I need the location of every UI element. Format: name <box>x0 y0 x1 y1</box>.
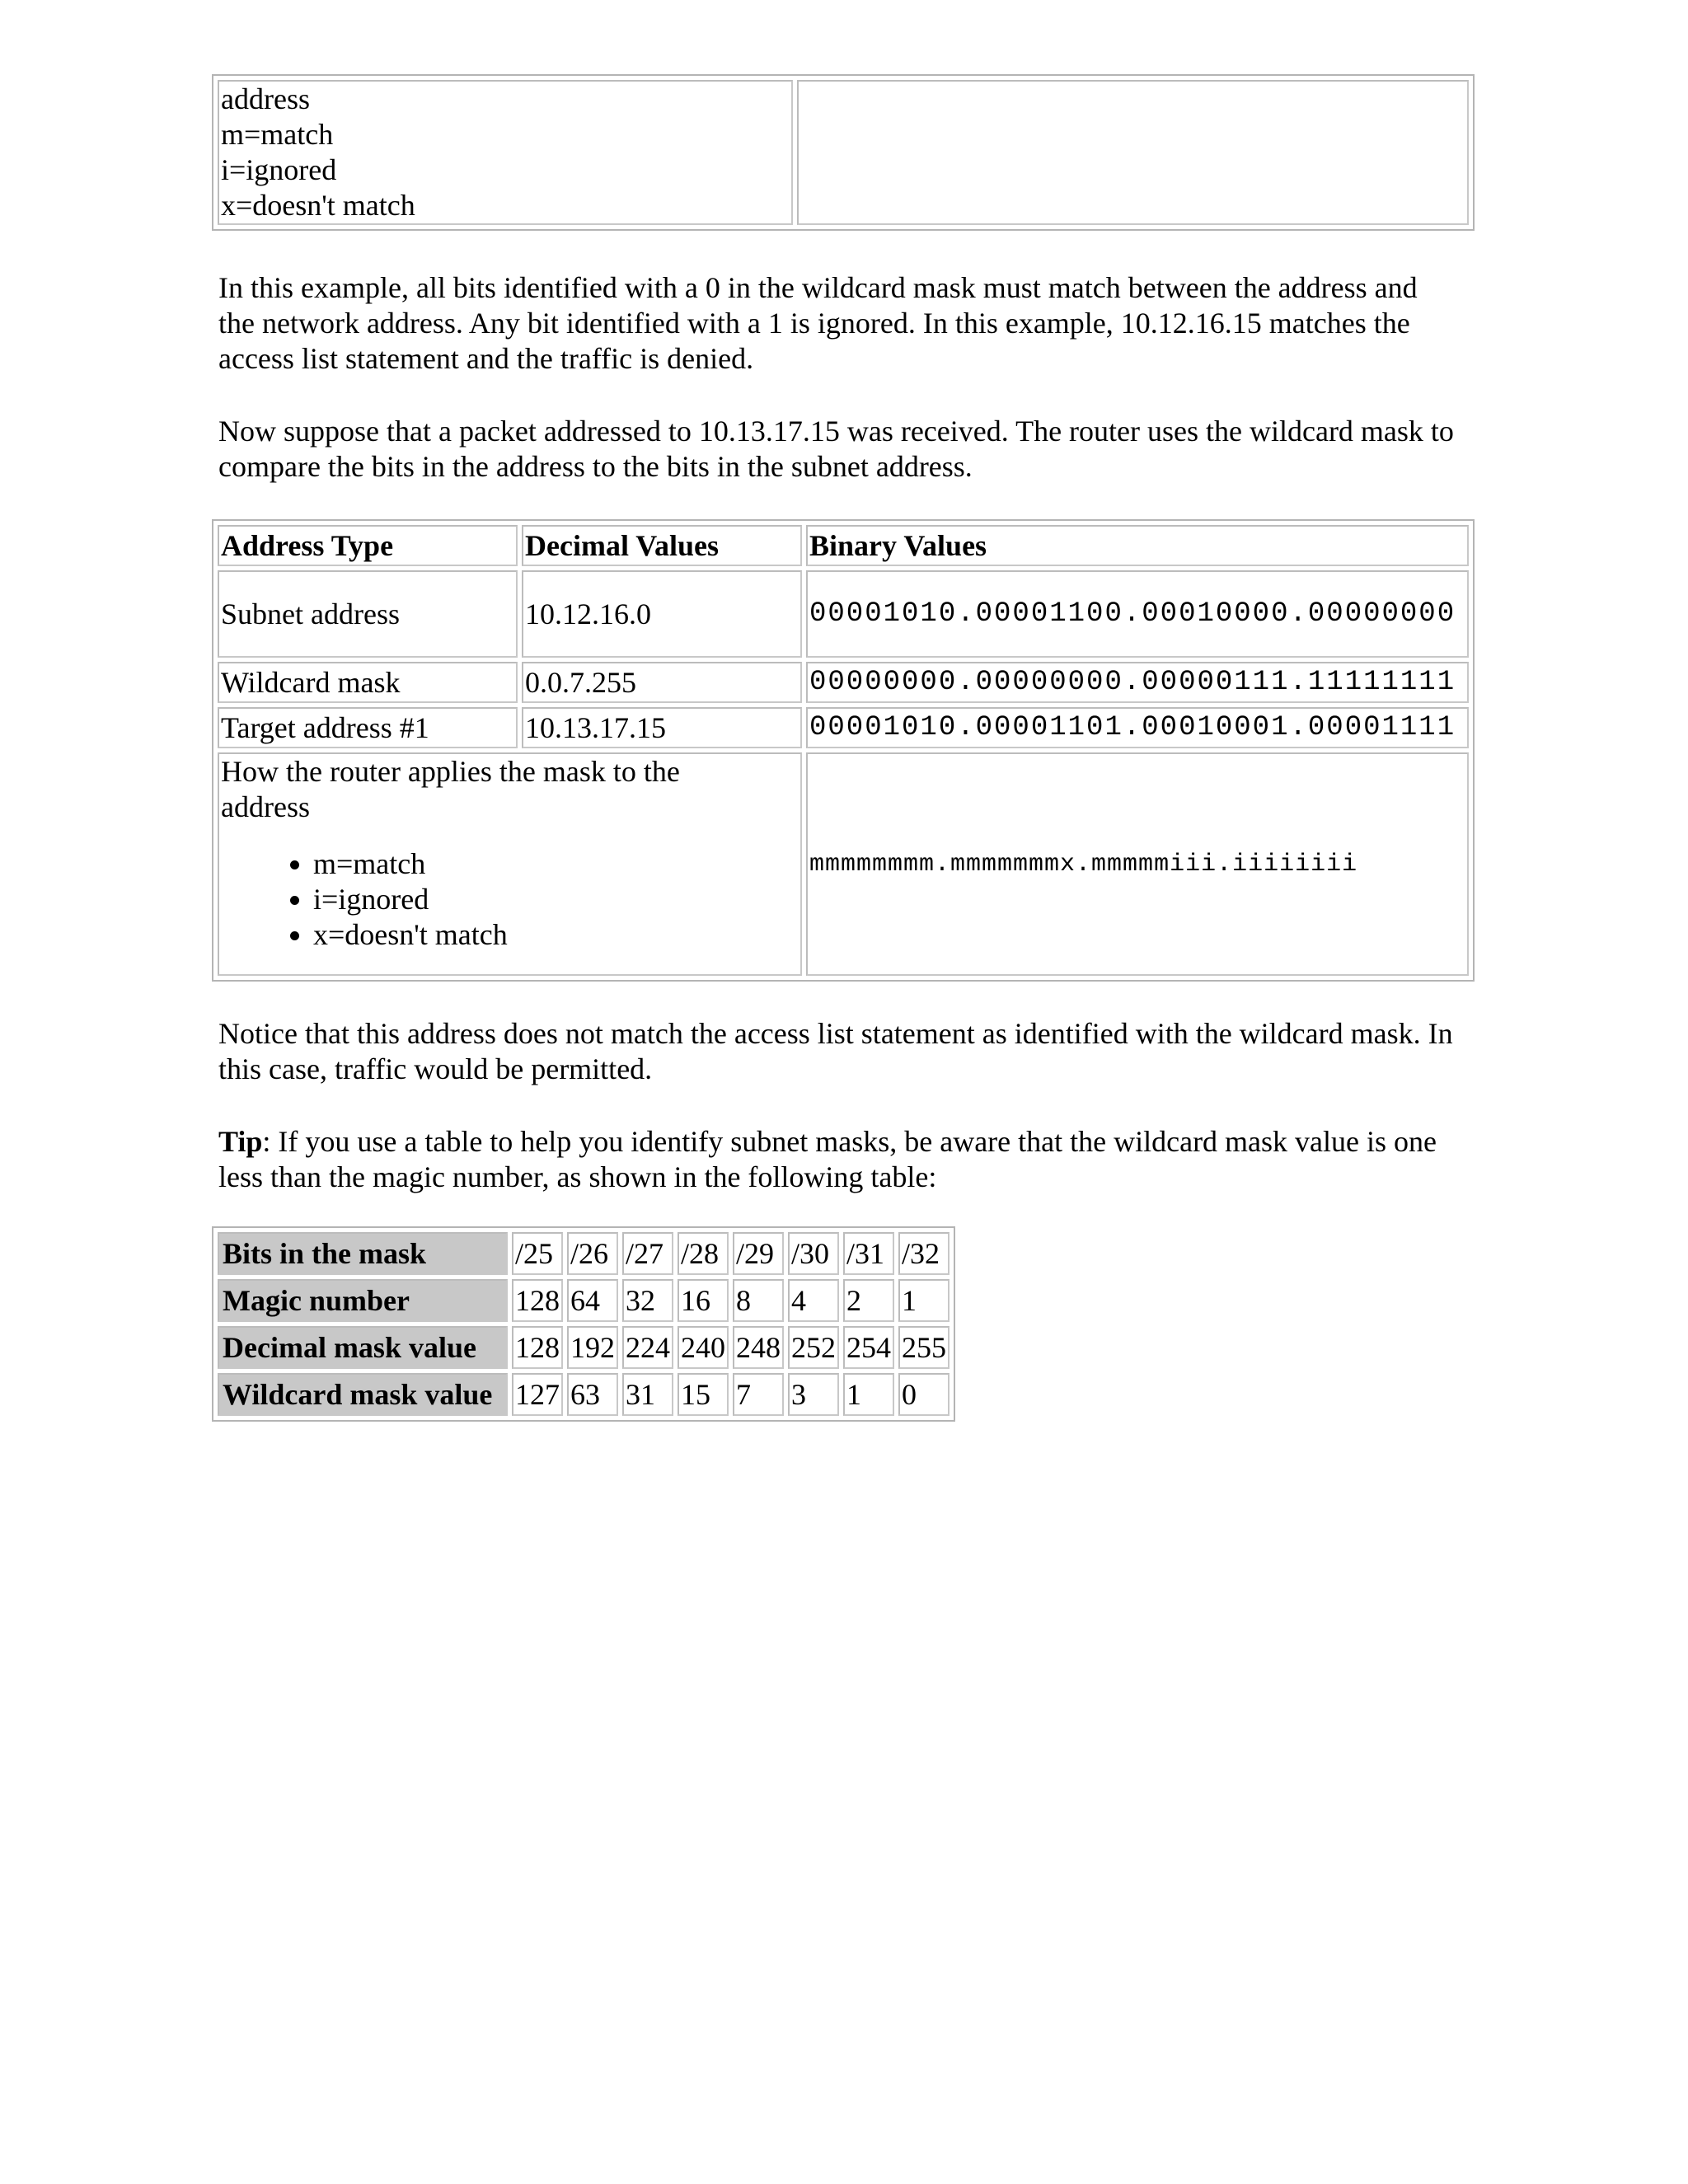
legend-line: x=doesn't match <box>221 189 415 222</box>
tip-text: : If you use a table to help you identify subnet masks, be aware that the wildcard mask value is one less than the magic number, as shown in the following table: <box>218 1125 1437 1193</box>
cell: 255 <box>898 1326 950 1369</box>
row-label: Decimal mask value <box>218 1326 508 1369</box>
row-type: Subnet address <box>218 570 518 658</box>
legend-line: i=ignored <box>221 153 337 186</box>
paragraph-packet: Now suppose that a packet addressed to 10.13.17.15 was received. The router uses the wildcard mask to compare the bits in the address to the bits in the subnet address. <box>218 415 1454 483</box>
row-binary: 00001010.00001101.00010001.00001111 <box>806 707 1469 748</box>
row-label: Magic number <box>218 1279 508 1322</box>
header-address-type: Address Type <box>218 525 518 566</box>
row-binary: 00000000.00000000.00000111.11111111 <box>806 662 1469 703</box>
row-decimal: 10.12.16.0 <box>522 570 802 658</box>
address-table <box>212 519 1475 982</box>
header-binary-values: Binary Values <box>806 525 1469 566</box>
paragraph-tip <box>212 1124 1455 1195</box>
cell: /31 <box>843 1232 894 1275</box>
cell: 254 <box>843 1326 894 1369</box>
legend-line: m=match <box>221 118 334 151</box>
cell: 127 <box>512 1373 563 1416</box>
row-decimal: 10.13.17.15 <box>522 707 802 748</box>
result-cell: mmmmmmmm.mmmmmmmx.mmmmmiii.iiiiiiii <box>806 752 1469 976</box>
table-row <box>218 1232 950 1275</box>
cell: 8 <box>733 1279 784 1322</box>
row-binary: 00001010.00001100.00010000.00000000 <box>806 570 1469 658</box>
magic-number-table <box>212 1226 955 1422</box>
cell: 4 <box>788 1279 839 1322</box>
cell: /32 <box>898 1232 950 1275</box>
cell: 0 <box>898 1373 950 1416</box>
table-row <box>218 1326 950 1369</box>
cell: 240 <box>678 1326 729 1369</box>
empty-cell <box>797 80 1469 225</box>
table-row <box>218 570 1469 658</box>
row-type: Target address #1 <box>218 707 518 748</box>
row-label: Wildcard mask value <box>218 1373 508 1416</box>
cell: 1 <box>898 1279 950 1322</box>
legend-list <box>221 846 799 953</box>
table-row <box>218 752 1469 976</box>
table-row <box>218 1279 950 1322</box>
paragraph-example: In this example, all bits identified with a 0 in the wildcard mask must match between the address and the network address. Any bit identified with a 1 is ignored. In this example, 10.12.16.15 matches the access list statement and the traffic is denied. <box>218 271 1418 375</box>
row-decimal: 0.0.7.255 <box>522 662 802 703</box>
cell: 128 <box>512 1326 563 1369</box>
cell: 3 <box>788 1373 839 1416</box>
table-row <box>218 662 1469 703</box>
cell: 32 <box>622 1279 673 1322</box>
list-item: • m=match <box>313 846 799 882</box>
cell: /29 <box>733 1232 784 1275</box>
cell: /26 <box>567 1232 618 1275</box>
cell: /30 <box>788 1232 839 1275</box>
header-decimal-values: Decimal Values <box>522 525 802 566</box>
cell: 1 <box>843 1373 894 1416</box>
cell: /27 <box>622 1232 673 1275</box>
cell: /25 <box>512 1232 563 1275</box>
document-page <box>212 74 1481 1422</box>
cell: 64 <box>567 1279 618 1322</box>
cell: 63 <box>567 1373 618 1416</box>
legend-continuation-table <box>212 74 1475 231</box>
apply-cell <box>218 752 802 976</box>
row-type: Wildcard mask <box>218 662 518 703</box>
cell: /28 <box>678 1232 729 1275</box>
list-item: • i=ignored <box>313 882 799 917</box>
apply-label: How the router applies the mask to the address <box>221 755 680 823</box>
table-row <box>218 1373 950 1416</box>
cell: 2 <box>843 1279 894 1322</box>
legend-cell <box>218 80 793 225</box>
cell: 128 <box>512 1279 563 1322</box>
legend-line: address <box>221 82 310 115</box>
paragraph-notice: Notice that this address does not match the access list statement as identified with the wildcard mask. In this case, traffic would be permitted. <box>218 1017 1453 1085</box>
tip-label: Tip <box>218 1125 263 1158</box>
cell: 248 <box>733 1326 784 1369</box>
cell: 224 <box>622 1326 673 1369</box>
cell: 31 <box>622 1373 673 1416</box>
list-item: • x=doesn't match <box>313 917 799 953</box>
cell: 7 <box>733 1373 784 1416</box>
table-row <box>218 707 1469 748</box>
cell: 252 <box>788 1326 839 1369</box>
cell: 15 <box>678 1373 729 1416</box>
cell: 16 <box>678 1279 729 1322</box>
cell: 192 <box>567 1326 618 1369</box>
row-label: Bits in the mask <box>218 1232 508 1275</box>
